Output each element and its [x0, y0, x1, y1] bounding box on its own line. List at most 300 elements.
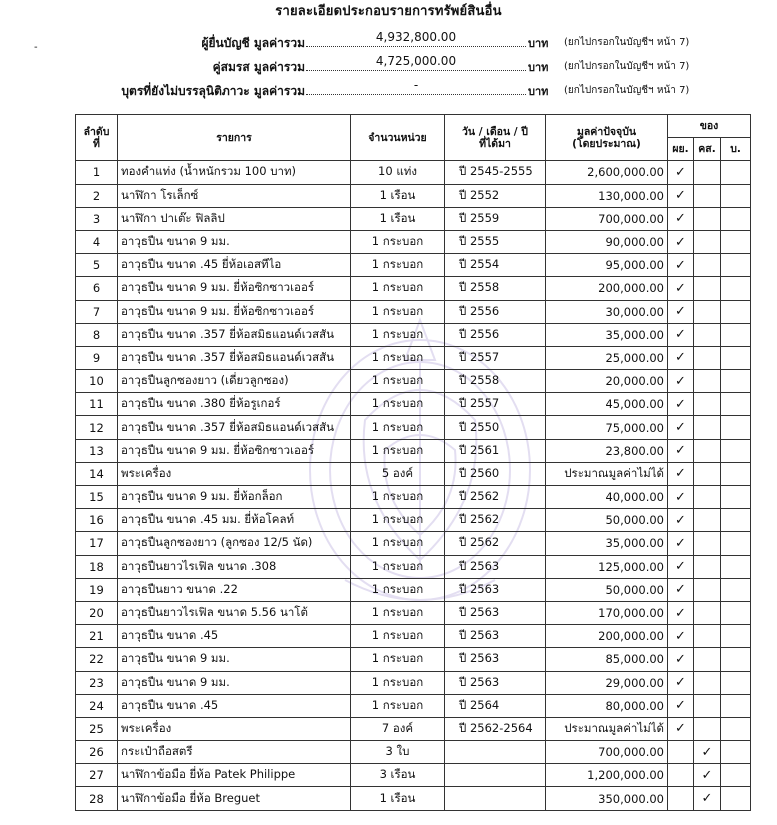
- table-row: [76, 323, 751, 346]
- cell-value: 80,000.00: [546, 694, 668, 717]
- cell-item: กระเป๋าถือสตรี: [118, 741, 351, 764]
- header-owner-self: ผย.: [668, 138, 694, 161]
- cell-item: อาวุธปืน ขนาด .357 ยี่ห้อสมิธแอนด์เวสสัน: [118, 416, 351, 439]
- cell-no: 18: [76, 555, 118, 578]
- cell-owner-child: [721, 323, 751, 346]
- check-mark-icon: ✓: [675, 443, 686, 459]
- cell-item: อาวุธปืน ขนาด .380 ยี่ห้อรูเกอร์: [118, 393, 351, 416]
- cell-owner-spouse: [694, 254, 721, 277]
- cell-owner-self: [668, 300, 694, 323]
- cell-owner-self: [668, 741, 694, 764]
- cell-no: 17: [76, 532, 118, 555]
- cell-date: ปี 2552: [445, 184, 546, 207]
- cell-owner-self: [668, 439, 694, 462]
- check-mark-icon: ✓: [675, 234, 686, 250]
- cell-no: 13: [76, 439, 118, 462]
- cell-owner-child: [721, 648, 751, 671]
- cell-no: 14: [76, 462, 118, 485]
- cell-value: 35,000.00: [546, 323, 668, 346]
- cell-date: ปี 2564: [445, 694, 546, 717]
- cell-value: 25,000.00: [546, 346, 668, 369]
- cell-qty: 1 กระบอก: [351, 416, 445, 439]
- cell-date: [445, 741, 546, 764]
- cell-owner-spouse: [694, 625, 721, 648]
- cell-no: 25: [76, 717, 118, 740]
- cell-owner-child: [721, 625, 751, 648]
- cell-value: 350,000.00: [546, 787, 668, 810]
- header-no: ลำดับ ที่: [76, 115, 118, 161]
- cell-owner-child: [721, 393, 751, 416]
- cell-value: 20,000.00: [546, 370, 668, 393]
- cell-owner-child: [721, 439, 751, 462]
- cell-item: อาวุธปืนยาวไรเฟิล ขนาด 5.56 นาโต้: [118, 601, 351, 624]
- table-row: [76, 254, 751, 277]
- cell-owner-self: [668, 555, 694, 578]
- cell-qty: 1 กระบอก: [351, 300, 445, 323]
- cell-date: ปี 2560: [445, 462, 546, 485]
- cell-owner-child: [721, 230, 751, 253]
- cell-item: นาฬิกาข้อมือ ยี่ห้อ Breguet: [118, 787, 351, 810]
- cell-owner-self: [668, 764, 694, 787]
- cell-qty: 1 กระบอก: [351, 532, 445, 555]
- cell-owner-self: [668, 254, 694, 277]
- table-row: [76, 277, 751, 300]
- cell-owner-self: [668, 601, 694, 624]
- table-row: [76, 648, 751, 671]
- cell-item: นาฬิกาข้อมือ ยี่ห้อ Patek Philippe: [118, 764, 351, 787]
- table-row: [76, 509, 751, 532]
- table-row: [76, 184, 751, 207]
- cell-no: 2: [76, 184, 118, 207]
- dash-mark: -: [34, 42, 38, 53]
- cell-qty: 1 กระบอก: [351, 486, 445, 509]
- cell-item: พระเครื่อง: [118, 462, 351, 485]
- cell-owner-self: [668, 462, 694, 485]
- cell-owner-spouse: [694, 161, 721, 184]
- cell-qty: 1 กระบอก: [351, 694, 445, 717]
- check-mark-icon: ✓: [675, 304, 686, 320]
- summary-row-declarant: [0, 30, 777, 54]
- table-header-row: [76, 115, 751, 138]
- summary-section: [0, 30, 777, 102]
- check-mark-icon: ✓: [675, 535, 686, 551]
- cell-owner-spouse: [694, 787, 721, 810]
- cell-owner-child: [721, 555, 751, 578]
- check-mark-icon: ✓: [675, 327, 686, 343]
- cell-owner-child: [721, 509, 751, 532]
- cell-qty: 1 กระบอก: [351, 671, 445, 694]
- table-row: [76, 370, 751, 393]
- cell-date: ปี 2563: [445, 601, 546, 624]
- cell-owner-spouse: [694, 184, 721, 207]
- summary-unit: บาท: [528, 37, 549, 50]
- header-owner-spouse: คส.: [694, 138, 721, 161]
- cell-no: 28: [76, 787, 118, 810]
- cell-value: 50,000.00: [546, 509, 668, 532]
- cell-item: นาฬิกา ปาเต๊ะ ฟิลลิป: [118, 207, 351, 230]
- cell-value: ประมาณมูลค่าไม่ได้: [546, 717, 668, 740]
- asset-table: [75, 114, 751, 811]
- cell-owner-child: [721, 694, 751, 717]
- cell-value: ประมาณมูลค่าไม่ได้: [546, 462, 668, 485]
- cell-value: 35,000.00: [546, 532, 668, 555]
- cell-owner-self: [668, 184, 694, 207]
- cell-owner-spouse: [694, 532, 721, 555]
- check-mark-icon: ✓: [675, 466, 686, 482]
- cell-qty: 1 กระบอก: [351, 555, 445, 578]
- cell-no: 27: [76, 764, 118, 787]
- cell-no: 8: [76, 323, 118, 346]
- cell-value: 2,600,000.00: [546, 161, 668, 184]
- cell-no: 20: [76, 601, 118, 624]
- cell-qty: 1 กระบอก: [351, 648, 445, 671]
- cell-date: ปี 2550: [445, 416, 546, 439]
- cell-qty: 1 กระบอก: [351, 509, 445, 532]
- cell-owner-child: [721, 277, 751, 300]
- cell-value: 85,000.00: [546, 648, 668, 671]
- cell-qty: 1 กระบอก: [351, 625, 445, 648]
- summary-label: ผู้ยื่นบัญชี มูลค่ารวม: [201, 36, 305, 50]
- cell-owner-spouse: [694, 346, 721, 369]
- cell-no: 10: [76, 370, 118, 393]
- check-mark-icon: ✓: [675, 257, 686, 273]
- cell-value: 170,000.00: [546, 601, 668, 624]
- summary-label: คู่สมรส มูลค่ารวม: [212, 60, 305, 74]
- check-mark-icon: ✓: [675, 698, 686, 714]
- summary-row-spouse: [0, 54, 777, 78]
- cell-date: [445, 787, 546, 810]
- table-row: [76, 486, 751, 509]
- cell-qty: 1 กระบอก: [351, 346, 445, 369]
- page-title: รายละเอียดประกอบรายการทรัพย์สินอื่น: [275, 4, 502, 19]
- cell-item: อาวุธปืน ขนาด 9 มม. ยี่ห้อกล็อก: [118, 486, 351, 509]
- cell-owner-self: [668, 277, 694, 300]
- check-mark-icon: ✓: [675, 280, 686, 296]
- cell-no: 19: [76, 578, 118, 601]
- cell-item: อาวุธปืนยาวไรเฟิล ขนาด .308: [118, 555, 351, 578]
- cell-value: 50,000.00: [546, 578, 668, 601]
- cell-owner-self: [668, 486, 694, 509]
- cell-item: อาวุธปืน ขนาด 9 มม. ยี่ห้อซิกซาวเออร์: [118, 439, 351, 462]
- summary-unit: บาท: [528, 61, 549, 74]
- cell-no: 4: [76, 230, 118, 253]
- cell-value: 30,000.00: [546, 300, 668, 323]
- cell-date: ปี 2561: [445, 439, 546, 462]
- summary-value: 4,725,000.00: [306, 54, 526, 71]
- cell-value: 29,000.00: [546, 671, 668, 694]
- cell-no: 1: [76, 161, 118, 184]
- header-item: รายการ: [118, 115, 351, 161]
- cell-value: 125,000.00: [546, 555, 668, 578]
- cell-no: 23: [76, 671, 118, 694]
- cell-owner-spouse: [694, 323, 721, 346]
- cell-no: 22: [76, 648, 118, 671]
- table-row: [76, 741, 751, 764]
- header-owner-child: บ.: [721, 138, 751, 161]
- cell-owner-self: [668, 787, 694, 810]
- cell-owner-spouse: [694, 486, 721, 509]
- check-mark-icon: ✓: [701, 791, 713, 807]
- cell-item: อาวุธปืน ขนาด .45: [118, 694, 351, 717]
- cell-owner-spouse: [694, 601, 721, 624]
- cell-date: ปี 2562-2564: [445, 717, 546, 740]
- cell-owner-child: [721, 741, 751, 764]
- cell-qty: 3 เรือน: [351, 764, 445, 787]
- table-row: [76, 439, 751, 462]
- cell-value: 95,000.00: [546, 254, 668, 277]
- cell-date: ปี 2556: [445, 323, 546, 346]
- summary-row-children: [0, 78, 777, 102]
- summary-note: (ยกไปกรอกในบัญชีฯ หน้า 7): [564, 85, 690, 96]
- table-row: [76, 532, 751, 555]
- cell-no: 15: [76, 486, 118, 509]
- cell-date: ปี 2558: [445, 277, 546, 300]
- cell-value: 40,000.00: [546, 486, 668, 509]
- check-mark-icon: ✓: [675, 211, 686, 227]
- cell-owner-self: [668, 532, 694, 555]
- cell-value: 200,000.00: [546, 625, 668, 648]
- cell-qty: 1 เรือน: [351, 184, 445, 207]
- check-mark-icon: ✓: [675, 559, 686, 575]
- cell-item: อาวุธปืนยาว ขนาด .22: [118, 578, 351, 601]
- cell-owner-self: [668, 671, 694, 694]
- cell-no: 7: [76, 300, 118, 323]
- table-row: [76, 346, 751, 369]
- cell-date: ปี 2563: [445, 578, 546, 601]
- cell-date: ปี 2563: [445, 671, 546, 694]
- check-mark-icon: ✓: [675, 350, 686, 366]
- cell-owner-spouse: [694, 555, 721, 578]
- cell-owner-spouse: [694, 300, 721, 323]
- cell-owner-spouse: [694, 694, 721, 717]
- cell-owner-spouse: [694, 393, 721, 416]
- header-owner: ของ: [668, 115, 751, 138]
- cell-owner-child: [721, 764, 751, 787]
- cell-qty: 3 ใบ: [351, 741, 445, 764]
- cell-qty: 1 กระบอก: [351, 370, 445, 393]
- cell-owner-spouse: [694, 230, 721, 253]
- cell-owner-self: [668, 346, 694, 369]
- cell-qty: 1 กระบอก: [351, 439, 445, 462]
- cell-qty: 1 กระบอก: [351, 277, 445, 300]
- cell-item: อาวุธปืนลูกซองยาว (เดี่ยวลูกซอง): [118, 370, 351, 393]
- check-mark-icon: ✓: [675, 164, 686, 180]
- cell-item: ทองคำแท่ง (น้ำหนักรวม 100 บาท): [118, 161, 351, 184]
- cell-item: อาวุธปืน ขนาด .45 ยี่ห้อเอสทีไอ: [118, 254, 351, 277]
- cell-date: ปี 2545-2555: [445, 161, 546, 184]
- cell-date: ปี 2562: [445, 486, 546, 509]
- cell-owner-child: [721, 601, 751, 624]
- table-row: [76, 625, 751, 648]
- check-mark-icon: ✓: [701, 744, 713, 760]
- cell-no: 12: [76, 416, 118, 439]
- cell-date: ปี 2563: [445, 555, 546, 578]
- check-mark-icon: ✓: [675, 721, 686, 737]
- cell-owner-child: [721, 346, 751, 369]
- check-mark-icon: ✓: [675, 420, 686, 436]
- cell-no: 9: [76, 346, 118, 369]
- cell-date: ปี 2562: [445, 509, 546, 532]
- cell-owner-spouse: [694, 717, 721, 740]
- asset-table-body: [76, 161, 751, 810]
- table-row: [76, 393, 751, 416]
- cell-qty: 1 กระบอก: [351, 578, 445, 601]
- cell-date: ปี 2554: [445, 254, 546, 277]
- summary-note: (ยกไปกรอกในบัญชีฯ หน้า 7): [564, 61, 690, 72]
- check-mark-icon: ✓: [675, 651, 686, 667]
- check-mark-icon: ✓: [675, 582, 686, 598]
- table-row: [76, 717, 751, 740]
- cell-owner-spouse: [694, 648, 721, 671]
- cell-qty: 10 แท่ง: [351, 161, 445, 184]
- cell-owner-child: [721, 254, 751, 277]
- cell-date: ปี 2563: [445, 625, 546, 648]
- cell-item: อาวุธปืน ขนาด 9 มม. ยี่ห้อซิกซาวเออร์: [118, 300, 351, 323]
- cell-qty: 7 องค์: [351, 717, 445, 740]
- cell-owner-child: [721, 184, 751, 207]
- table-row: [76, 555, 751, 578]
- cell-value: 45,000.00: [546, 393, 668, 416]
- cell-no: 24: [76, 694, 118, 717]
- check-mark-icon: ✓: [675, 605, 686, 621]
- cell-item: อาวุธปืน ขนาด .357 ยี่ห้อสมิธแอนด์เวสสัน: [118, 323, 351, 346]
- cell-item: อาวุธปืน ขนาด 9 มม.: [118, 648, 351, 671]
- cell-item: อาวุธปืน ขนาด .45: [118, 625, 351, 648]
- cell-item: อาวุธปืน ขนาด .357 ยี่ห้อสมิธแอนด์เวสสัน: [118, 346, 351, 369]
- cell-owner-child: [721, 717, 751, 740]
- cell-qty: 1 เรือน: [351, 207, 445, 230]
- cell-owner-self: [668, 370, 694, 393]
- cell-owner-self: [668, 393, 694, 416]
- table-row: [76, 300, 751, 323]
- cell-value: 130,000.00: [546, 184, 668, 207]
- cell-qty: 1 กระบอก: [351, 254, 445, 277]
- check-mark-icon: ✓: [675, 396, 686, 412]
- summary-unit: บาท: [528, 85, 549, 98]
- cell-qty: 1 กระบอก: [351, 601, 445, 624]
- table-row: [76, 671, 751, 694]
- cell-owner-spouse: [694, 671, 721, 694]
- header-value: มูลค่าปัจจุบัน (โดยประมาณ): [546, 115, 668, 161]
- cell-date: ปี 2557: [445, 393, 546, 416]
- cell-item: อาวุธปืน ขนาด 9 มม. ยี่ห้อซิกซาวเออร์: [118, 277, 351, 300]
- cell-owner-spouse: [694, 277, 721, 300]
- check-mark-icon: ✓: [675, 489, 686, 505]
- check-mark-icon: ✓: [701, 767, 713, 783]
- cell-owner-self: [668, 694, 694, 717]
- cell-value: 200,000.00: [546, 277, 668, 300]
- table-row: [76, 764, 751, 787]
- check-mark-icon: ✓: [675, 512, 686, 528]
- cell-qty: 1 กระบอก: [351, 393, 445, 416]
- cell-owner-self: [668, 230, 694, 253]
- cell-no: 11: [76, 393, 118, 416]
- cell-date: ปี 2563: [445, 648, 546, 671]
- cell-qty: 5 องค์: [351, 462, 445, 485]
- cell-no: 3: [76, 207, 118, 230]
- cell-item: อาวุธปืน ขนาด .45 มม. ยี่ห้อโคลท์: [118, 509, 351, 532]
- cell-item: อาวุธปืน ขนาด 9 มม.: [118, 671, 351, 694]
- cell-qty: 1 กระบอก: [351, 230, 445, 253]
- cell-owner-child: [721, 787, 751, 810]
- table-row: [76, 601, 751, 624]
- cell-owner-spouse: [694, 509, 721, 532]
- cell-no: 6: [76, 277, 118, 300]
- cell-owner-child: [721, 671, 751, 694]
- cell-item: นาฬิกา โรเล็กซ์: [118, 184, 351, 207]
- header-date: วัน / เดือน / ปี ที่ได้มา: [445, 115, 546, 161]
- cell-owner-self: [668, 509, 694, 532]
- table-row: [76, 207, 751, 230]
- cell-no: 26: [76, 741, 118, 764]
- cell-value: 700,000.00: [546, 207, 668, 230]
- cell-item: อาวุธปืน ขนาด 9 มม.: [118, 230, 351, 253]
- cell-date: ปี 2556: [445, 300, 546, 323]
- cell-owner-child: [721, 462, 751, 485]
- summary-value: 4,932,800.00: [306, 30, 526, 47]
- cell-date: ปี 2562: [445, 532, 546, 555]
- cell-owner-self: [668, 323, 694, 346]
- cell-value: 75,000.00: [546, 416, 668, 439]
- cell-item: อาวุธปืนลูกซองยาว (ลูกซอง 12/5 นัด): [118, 532, 351, 555]
- cell-owner-self: [668, 161, 694, 184]
- cell-owner-spouse: [694, 439, 721, 462]
- cell-owner-spouse: [694, 207, 721, 230]
- cell-owner-self: [668, 416, 694, 439]
- cell-date: ปี 2559: [445, 207, 546, 230]
- cell-owner-self: [668, 648, 694, 671]
- table-row: [76, 578, 751, 601]
- summary-note: (ยกไปกรอกในบัญชีฯ หน้า 7): [564, 37, 690, 48]
- cell-owner-child: [721, 300, 751, 323]
- table-row: [76, 416, 751, 439]
- check-mark-icon: ✓: [675, 188, 686, 204]
- cell-owner-spouse: [694, 462, 721, 485]
- cell-owner-self: [668, 207, 694, 230]
- cell-date: ปี 2555: [445, 230, 546, 253]
- cell-owner-spouse: [694, 416, 721, 439]
- table-row: [76, 694, 751, 717]
- cell-value: 90,000.00: [546, 230, 668, 253]
- cell-date: ปี 2558: [445, 370, 546, 393]
- cell-qty: 1 เรือน: [351, 787, 445, 810]
- summary-value: -: [306, 78, 526, 95]
- summary-label: บุตรที่ยังไม่บรรลุนิติภาวะ มูลค่ารวม: [121, 84, 305, 98]
- cell-qty: 1 กระบอก: [351, 323, 445, 346]
- cell-owner-child: [721, 416, 751, 439]
- cell-owner-child: [721, 532, 751, 555]
- cell-date: ปี 2557: [445, 346, 546, 369]
- check-mark-icon: ✓: [675, 628, 686, 644]
- cell-value: 700,000.00: [546, 741, 668, 764]
- cell-owner-spouse: [694, 370, 721, 393]
- cell-value: 1,200,000.00: [546, 764, 668, 787]
- table-row: [76, 230, 751, 253]
- table-row: [76, 462, 751, 485]
- cell-owner-child: [721, 161, 751, 184]
- header-qty: จำนวนหน่วย: [351, 115, 445, 161]
- cell-no: 5: [76, 254, 118, 277]
- cell-no: 16: [76, 509, 118, 532]
- check-mark-icon: ✓: [675, 373, 686, 389]
- cell-owner-child: [721, 578, 751, 601]
- cell-owner-child: [721, 370, 751, 393]
- cell-owner-spouse: [694, 578, 721, 601]
- cell-value: 23,800.00: [546, 439, 668, 462]
- table-row: [76, 787, 751, 810]
- cell-owner-self: [668, 578, 694, 601]
- cell-owner-self: [668, 625, 694, 648]
